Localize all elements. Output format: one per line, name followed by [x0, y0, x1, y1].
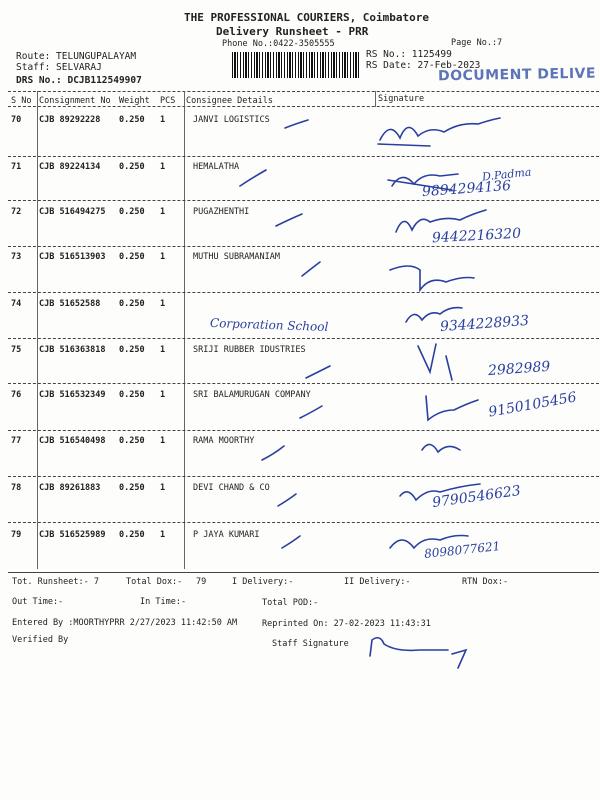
col-sno: S No	[11, 96, 32, 106]
staff-signature-label: Staff Signature	[272, 639, 349, 649]
in-time: In Time:-	[140, 597, 187, 607]
page-number: Page No.:7	[451, 38, 503, 48]
verified-by: Verified By	[12, 635, 69, 645]
row-consignment-no: CJB 516513903	[39, 252, 106, 262]
document-delivered-stamp: DOCUMENT DELIVE	[437, 65, 597, 85]
row-consignment-no: CJB 516363818	[39, 345, 106, 355]
check-mark	[240, 170, 266, 186]
signature	[446, 356, 452, 380]
footer-rule	[8, 572, 599, 573]
check-mark	[300, 406, 322, 418]
row-pcs: 1	[160, 252, 166, 262]
row-weight: 0.250	[119, 207, 145, 217]
row-sno: 72	[11, 207, 22, 217]
route: Route: TELUNGUPALAYAM	[16, 51, 137, 62]
col-weight: Weight	[119, 96, 150, 106]
row-weight: 0.250	[119, 483, 145, 493]
check-mark	[282, 536, 300, 548]
check-mark	[306, 366, 330, 378]
signature	[422, 444, 460, 452]
row-consignment-no: CJB 516540498	[39, 436, 106, 446]
row-weight: 0.250	[119, 345, 145, 355]
row-pcs: 1	[160, 207, 166, 217]
ii-delivery: II Delivery:-	[344, 577, 411, 587]
row-pcs: 1	[160, 115, 166, 125]
staff-signature	[370, 638, 466, 668]
handwritten-note: Corporation School	[209, 315, 329, 335]
row-pcs: 1	[160, 390, 166, 400]
row-weight: 0.250	[119, 436, 145, 446]
row-consignee: JANVI LOGISTICS	[193, 115, 270, 125]
handwritten-phone: 2982989	[487, 358, 551, 380]
staff: Staff: SELVARAJ	[16, 62, 102, 73]
row-pcs: 1	[160, 436, 166, 446]
row-consignee: HEMALATHA	[193, 162, 240, 172]
drs-number: DRS No.: DCJB112549907	[16, 75, 142, 86]
signature	[396, 210, 486, 232]
out-time: Out Time:-	[12, 597, 64, 607]
handwritten-phone: 9344228933	[439, 312, 530, 336]
col-consignee: Consignee Details	[186, 96, 273, 106]
rtn-dox: RTN Dox:-	[462, 577, 509, 587]
signature	[418, 344, 436, 372]
signature	[392, 174, 458, 186]
row-consignment-no: CJB 516525989	[39, 530, 106, 540]
reprinted-on: Reprinted On: 27-02-2023 11:43:31	[262, 619, 431, 629]
row-consignment-no: CJB 516494275	[39, 207, 106, 217]
signature	[400, 484, 480, 500]
row-sno: 75	[11, 345, 22, 355]
signature	[388, 180, 452, 190]
row-sno: 78	[11, 483, 22, 493]
row-consignee: MUTHU SUBRAMANIAM	[193, 252, 280, 262]
handwritten-phone: 9894294136	[421, 177, 512, 201]
company-title: THE PROFESSIONAL COURIERS, Coimbatore	[184, 11, 430, 24]
i-delivery: I Delivery:-	[232, 577, 294, 587]
handwritten-phone: 9790546623	[431, 482, 522, 512]
col-signature: Signature	[378, 94, 425, 104]
row-consignee: PUGAZHENTHI	[193, 207, 250, 217]
row-sno: 73	[11, 252, 22, 262]
runsheet-subtitle: Delivery Runsheet - PRR	[216, 25, 369, 38]
check-mark	[302, 262, 320, 276]
total-dox-label: Total Dox:-	[126, 577, 183, 587]
row-sno: 79	[11, 530, 22, 540]
signature	[378, 144, 430, 146]
phone-number: Phone No.:0422-3505555	[222, 39, 335, 49]
row-pcs: 1	[160, 345, 166, 355]
handwritten-phone: 9150105456	[487, 389, 578, 421]
row-pcs: 1	[160, 483, 166, 493]
row-consignment-no: CJB 51652588	[39, 299, 101, 309]
signature	[406, 308, 462, 322]
row-consignee: RAMA MOORTHY	[193, 436, 255, 446]
rs-date: RS Date: 27-Feb-2023	[366, 60, 481, 71]
row-weight: 0.250	[119, 530, 145, 540]
total-pod: Total POD:-	[262, 598, 319, 608]
row-consignee: P JAYA KUMARI	[193, 530, 260, 540]
check-mark	[262, 446, 284, 460]
row-consignee: DEVI CHAND & CO	[193, 483, 270, 493]
row-pcs: 1	[160, 299, 166, 309]
col-consignment: Consignment No	[39, 96, 111, 106]
row-consignment-no: CJB 89224134	[39, 162, 101, 172]
row-sno: 74	[11, 299, 22, 309]
row-consignment-no: CJB 89261883	[39, 483, 101, 493]
row-consignee: SRIJI RUBBER IDUSTRIES	[193, 345, 306, 355]
row-pcs: 1	[160, 530, 166, 540]
row-weight: 0.250	[119, 115, 145, 125]
row-sno: 77	[11, 436, 22, 446]
row-pcs: 1	[160, 162, 166, 172]
handwritten-phone: 9442216320	[431, 225, 522, 247]
row-consignment-no: CJB 89292228	[39, 115, 101, 125]
signature	[426, 396, 478, 420]
signature	[390, 266, 474, 290]
entered-by: Entered By :MOORTHYPRR 2/27/2023 11:42:50 AM	[12, 618, 238, 628]
row-weight: 0.250	[119, 390, 145, 400]
row-weight: 0.250	[119, 162, 145, 172]
handwritten-name: D.Padma	[481, 165, 532, 184]
signature	[390, 536, 468, 549]
rs-number: RS No.: 1125499	[366, 49, 452, 60]
row-consignee: SRI BALAMURUGAN COMPANY	[193, 390, 311, 400]
row-sno: 70	[11, 115, 22, 125]
row-weight: 0.250	[119, 252, 145, 262]
check-mark	[276, 214, 302, 226]
check-mark	[285, 120, 308, 128]
check-mark	[278, 494, 296, 506]
row-consignment-no: CJB 516532349	[39, 390, 106, 400]
row-sno: 71	[11, 162, 22, 172]
row-sno: 76	[11, 390, 22, 400]
total-dox-value: 79	[196, 577, 207, 587]
signature	[380, 118, 500, 140]
total-runsheet: Tot. Runsheet:- 7	[12, 577, 99, 587]
row-weight: 0.250	[119, 299, 145, 309]
col-pcs: PCS	[160, 96, 176, 106]
handwritten-phone: 8098077621	[423, 539, 501, 561]
